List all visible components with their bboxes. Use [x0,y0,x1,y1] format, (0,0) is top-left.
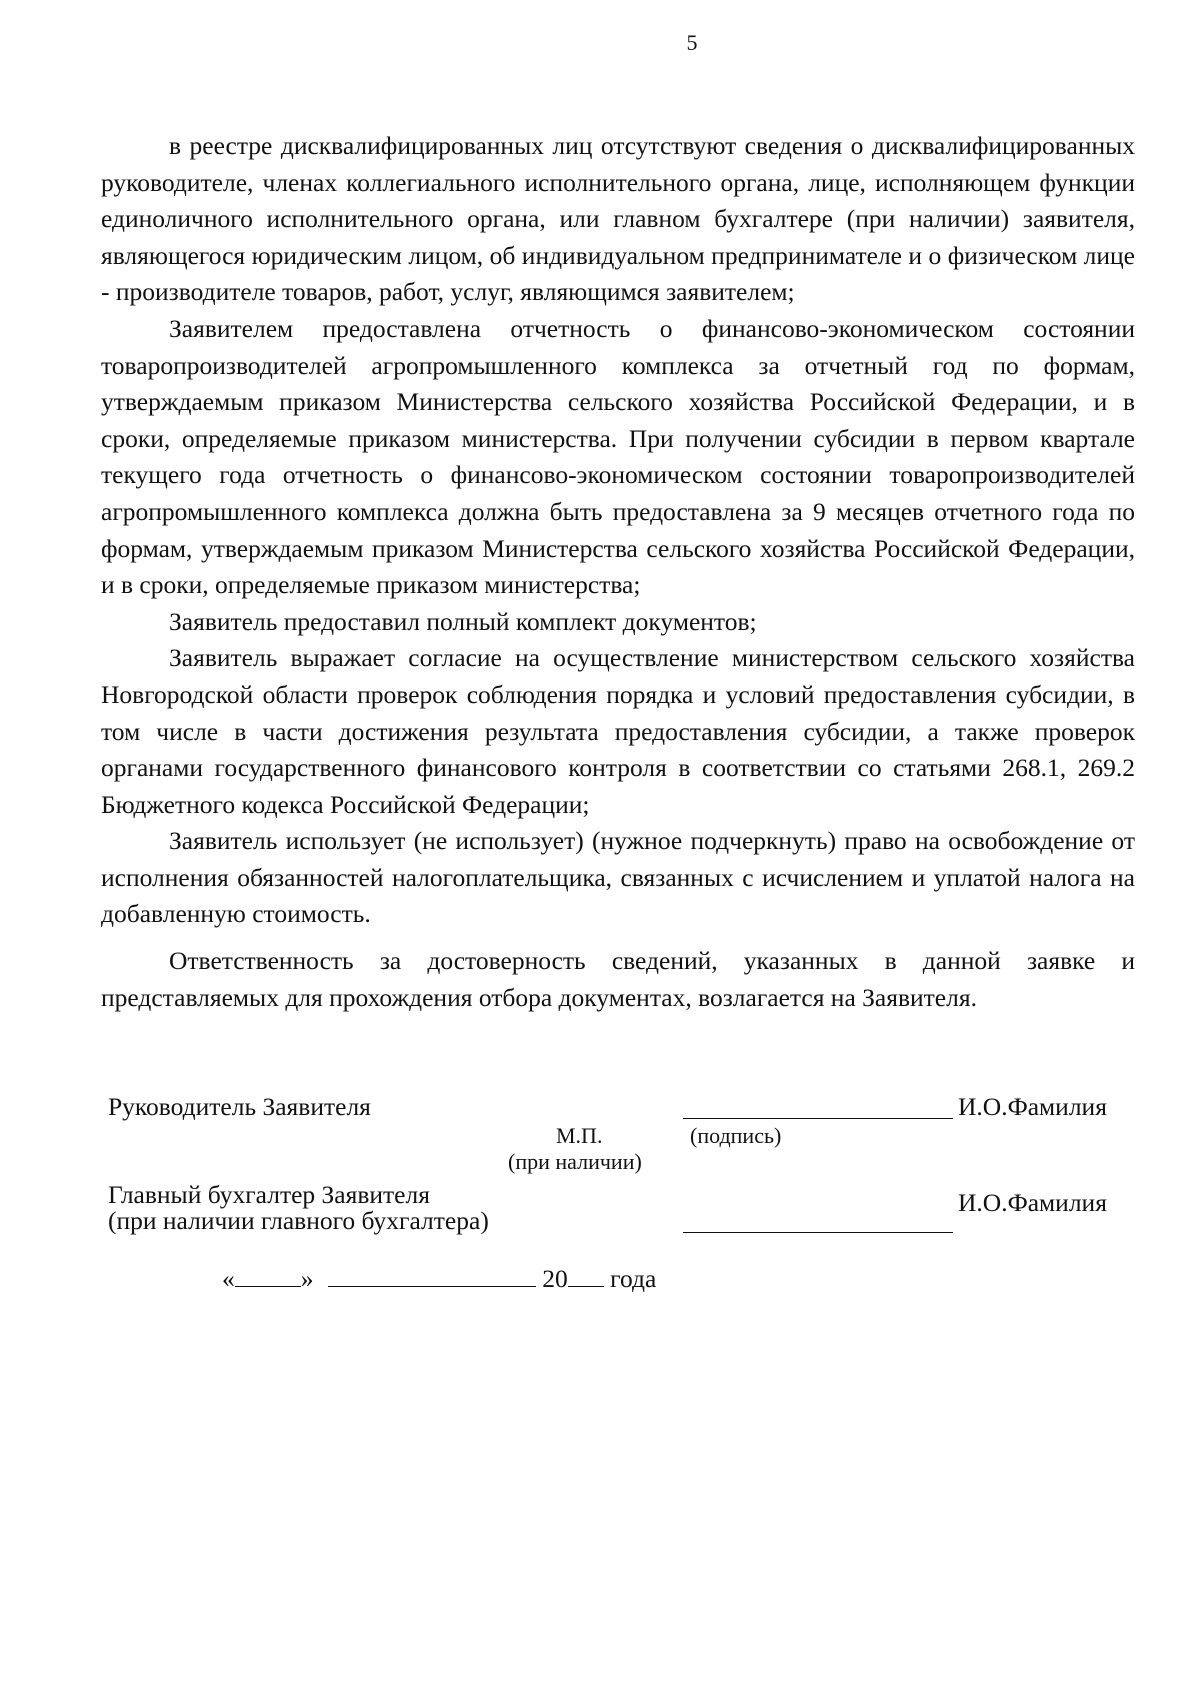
day-blank-line [235,1266,301,1287]
signature-caption: (подпись) [690,1123,782,1148]
head-name: И.О.Фамилия [958,1092,1107,1121]
head-signature-line [683,1118,953,1119]
paragraph-financial-reporting: Заявителем предоставлена отчетность о финансово-экономическом состоянии товаропроизводителей агропромышленного комплекса за отчетный год по формам, утверждаемым приказом Министерства сельского хозяйства Российской Федерации, и в сроки, определяемые приказом министерства. При получении субсидии в первом квартале текущего года отчетность о финансово-экономическом состоянии товаропроизводителей агропромышленного комплекса должна быть предоставлена за 9 месяцев отчетного года по формам, утверждаемым приказом Министерства сельского хозяйства Российской Федерации, и в сроки, определяемые приказом министерства; [101,313,1135,600]
stamp-note: (при наличии) [508,1149,642,1174]
paragraph-disqualified-registry: в реестре дисквалифицированных лиц отсутствуют сведения о дисквалифицированных руководителе, членах коллегиального исполнительного органа, лице, исполняющем функции единоличного исполнительного органа, или главном бухгалтере (при наличии) заявителя, являющегося юридическим лицом, об индивидуальном предпринимателе и о физическом лице - производителе товаров, работ, услуг, являющимся заявителем; [101,131,1135,307]
accountant-label-note: (при наличии главного бухгалтера) [108,1206,489,1235]
accountant-label: Главный бухгалтер Заявителя [108,1180,430,1209]
paragraph-vat-exemption: Заявитель использует (не использует) (нужное подчеркнуть) право на освобождение от исполнения обязанностей налогоплательщика, связанных с исчислением и уплатой налога на добавленную стоимость. [101,826,1135,929]
paragraph-responsibility: Ответственность за достоверность сведений, указанных в данной заявке и представляемых для прохождения отбора документах, возлагается на Заявителя. [101,946,1135,1012]
document-body [101,128,1135,1016]
accountant-name: И.О.Фамилия [958,1188,1107,1217]
paragraph-consent-to-audits: Заявитель выражает согласие на осуществление министерством сельского хозяйства Новгородской области проверок соблюдения порядка и условий предоставления субсидии, в том числе в части достижения результата предоставления субсидии, а также проверок органами государственного финансового контроля в соответствии со статьями 268.1, 269.2 Бюджетного кодекса Российской Федерации; [101,643,1135,819]
year-prefix: 20 [542,1264,568,1293]
year-suffix: года [610,1264,657,1293]
year-blank-line [568,1266,604,1287]
paragraph-documents-complete: Заявитель предоставил полный комплект документов; [169,606,757,636]
date-close-quote: » [300,1264,314,1293]
head-label: Руководитель Заявителя [108,1092,371,1121]
page-number: 5 [686,30,698,55]
stamp-label: М.П. [556,1123,603,1148]
date-open-quote: « [222,1264,235,1293]
month-blank-line [328,1266,536,1287]
accountant-signature-line [683,1232,953,1233]
date-line [222,1264,656,1294]
